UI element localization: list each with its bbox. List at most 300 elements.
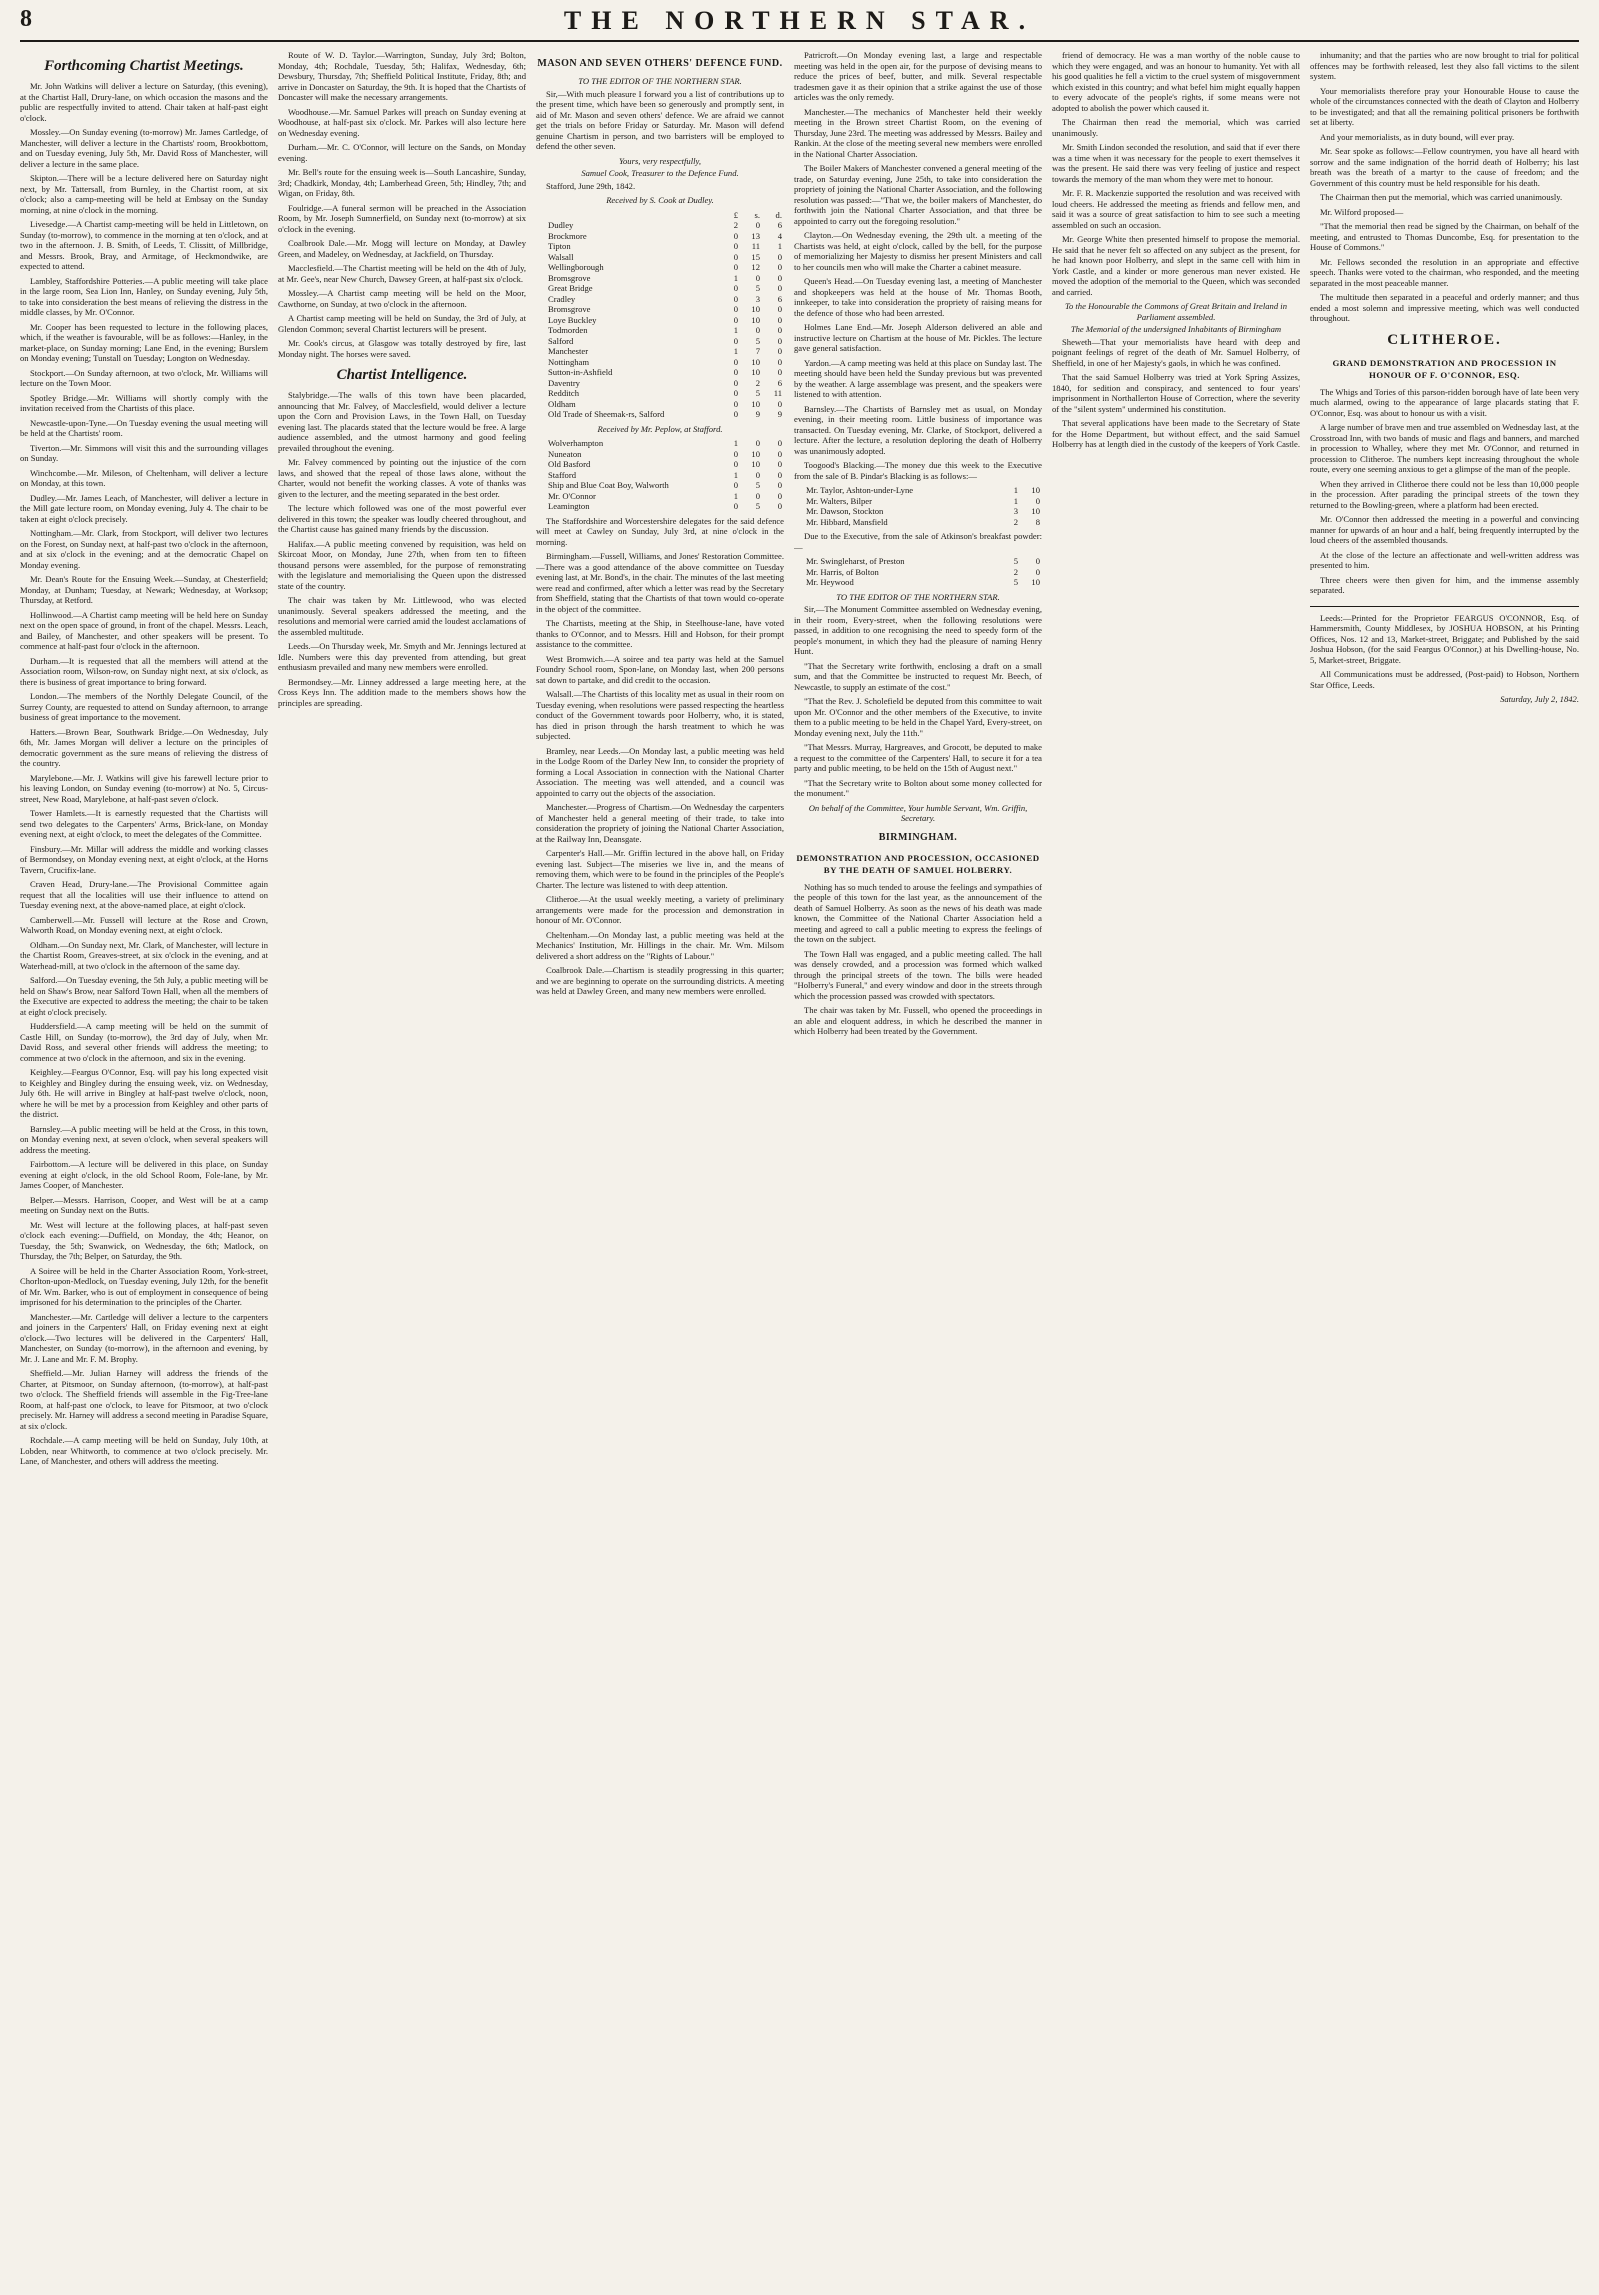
amount: 0 bbox=[1035, 495, 1040, 506]
subscription-amount: 0 bbox=[777, 272, 782, 283]
monument-letter bbox=[794, 604, 1042, 799]
agent-name: Mr. Dawson, Stockton bbox=[806, 506, 884, 516]
subscription-amount: 0 bbox=[733, 448, 738, 459]
table-row bbox=[536, 367, 784, 378]
subscription-amount: 0 bbox=[777, 448, 782, 459]
paragraph: The chair was taken by Mr. Littlewood, who was elected unanimously. Several speakers addressed the meeting, and the resolutions and memorial were carried amid the loudest acclamations of the assembled multitude. bbox=[278, 595, 526, 637]
subscription-amount: 0 bbox=[733, 409, 738, 419]
paragraph: Rochdale.—A camp meeting will be held on Sunday, July 10th, at Lobden, near Whitworth, to commence at two o'clock precisely. Mr. Lane, of Manchester, and others will address the meeting. bbox=[20, 1435, 268, 1466]
subscription-amount: 0 bbox=[777, 283, 782, 293]
table-row bbox=[536, 501, 784, 512]
paragraph: Mr. F. R. Mackenzie supported the resolution and was received with loud cheers. He addressed the meeting as friends and fellow men, and said it was a source of great satisfaction to him to see such a meeting assembled on such an occasion. bbox=[1052, 188, 1300, 230]
subscription-amount: 1 bbox=[733, 272, 738, 283]
subscription-amount: 0 bbox=[777, 314, 782, 325]
paragraph: Finsbury.—Mr. Millar will address the middle and working classes of Bermondsey, on Monday evening next, at eight o'clock, at the Horns Tavern, Crucifix-lane. bbox=[20, 843, 268, 875]
subscription-amount: 6 bbox=[777, 377, 782, 388]
paragraph: Mr. Sear spoke as follows:—Fellow countrymen, you have all heard with sorrow and the same indignation of the horrid death of Holberry; his last breath was the breath of a martyr to the cause of freedom; and the Government of this country must be held responsible for his death. bbox=[1310, 146, 1579, 188]
subscription-amount: 7 bbox=[755, 346, 760, 356]
paragraph: Craven Head, Drury-lane.—The Provisional Committee again request that all the localities will use their influence to attend on Tuesday evening next, at the above-named place, at eight o'clock. bbox=[20, 879, 268, 910]
subscription-place: Manchester bbox=[548, 346, 589, 356]
paragraph: The chair was taken by Mr. Fussell, who opened the proceedings in an able and eloquent address, in which he described the manner in which Holberry had been treated by the Government. bbox=[794, 1005, 1042, 1036]
table-row bbox=[536, 357, 784, 368]
currency-head: s. bbox=[754, 209, 760, 220]
subscription-amount: 10 bbox=[751, 314, 760, 325]
paragraph: Bramley, near Leeds.—On Monday last, a public meeting was held in the Lodge Room of the Darley New Inn, to consider the propriety of forming a Local Association in connection with the National Charter Association. The meeting was well attended, and a council was appointed to carry out the objects of the association. bbox=[536, 745, 784, 798]
paragraph: Manchester.—Mr. Cartledge will deliver a lecture to the carpenters and joiners in the Carpenters' Hall, on Friday evening next at eight o'clock.—Two lectures will be delivered in the Carpenters' Hall, Manchester, on Sunday (to-morrow), in the afternoon and evening, by Mr. J. Lane and Mr. F. M. Brophy. bbox=[20, 1311, 268, 1364]
amount: 8 bbox=[1035, 516, 1040, 527]
subscription-amount: 5 bbox=[755, 480, 760, 490]
subscription-amount: 0 bbox=[733, 262, 738, 272]
clitheroe-report bbox=[1310, 387, 1579, 596]
subscription-amount: 0 bbox=[733, 293, 738, 304]
newspaper-title: THE NORTHERN STAR. bbox=[563, 6, 1036, 35]
defence-fund-letter: Sir,—With much pleasure I forward you a list of contributions up to the present time, which have been so generously and promptly sent, in aid of Mr. Mason and seven others' defence. We are afraid we cannot get the trials on before Friday or Saturday. Mr. Mason will defend genuine Chartism in person, and two barristers will be employed to defend the other seven. bbox=[536, 88, 784, 151]
paragraph: Macclesfield.—The Chartist meeting will be held on the 4th of July, at Mr. Gee's, near New Church, Dawsey Green, at half-past six o'clock. bbox=[278, 263, 526, 284]
paragraph: Manchester.—The mechanics of Manchester held their weekly meeting in the Brown street Chartist Room, on the evening of Thursday, June 23rd. The meeting was addressed by Messrs. Bailey and Rankin. At the close of the meeting several new members were enrolled in the National Charter Association. bbox=[794, 106, 1042, 159]
paragraph: Durham.—It is requested that all the members will attend at the Association room, Wilson-row, on Sunday night next, at six o'clock, as there is business of great importance to bring forward. bbox=[20, 655, 268, 687]
paragraph: Camberwell.—Mr. Fussell will lecture at the Rose and Crown, Walworth Road, on Monday evening next, at eight o'clock. bbox=[20, 914, 268, 935]
section-heading-chartist-intelligence: Chartist Intelligence. bbox=[336, 367, 468, 383]
paragraph: Birmingham.—Fussell, Williams, and Jones' Restoration Committee.—There was a good attendance of the above committee on Tuesday evening last, at Mr. Bond's, in the chair. The minutes of the last meeting were read and confirmed, after which a letter was read by the Secretary from Sheffield, stating that the Chartists of that town would co-operate in the object of the committee. bbox=[536, 551, 784, 614]
subscription-amount: 0 bbox=[733, 251, 738, 262]
paragraph: Mr. Falvey commenced by pointing out the injustice of the corn laws, and showed that the repeal of those laws alone, without the Charter, would not benefit the working classes. A vote of thanks was given to the lecturer, and the meeting separated in the best order. bbox=[278, 457, 526, 499]
paragraph: Sir,—The Monument Committee assembled on Wednesday evening, in their room, Every-street, when the following resolutions were passed, in addition to one recognising the need to speedy form of the people's monument, in which they had the pleasure of naming Henry Hunt. bbox=[794, 604, 1042, 656]
paragraph: Three cheers were then given for him, and the immense assembly separated. bbox=[1310, 574, 1579, 595]
letter-signature: On behalf of the Committee, Your humble Servant, Wm. Griffin, Secretary. bbox=[808, 802, 1028, 823]
subscription-amount: 2 bbox=[733, 220, 738, 230]
subscription-amount: 0 bbox=[733, 480, 738, 490]
table-row bbox=[536, 491, 784, 502]
paragraph: Lambley, Staffordshire Potteries.—A public meeting will take place in the large room, Sea Lion Inn, Hanley, on Sunday evening, July 5th, to take into consideration the best means of relieving the distress in the middle classes, by Mr. O'Connor. bbox=[20, 275, 268, 317]
paragraph: A large number of brave men and true assembled on Wednesday last, at the Crosstroad Inn, with two bands of music and flags and banners, and marched in procession to Whalley, where they met Mr. O'Connor, and returned in procession to Clitheroe. The numbers kept increasing throughout the whole route, every one seeming anxious to get a glimpse of the man of the people. bbox=[1310, 422, 1579, 474]
table-row bbox=[536, 388, 784, 399]
paragraph: Manchester.—Progress of Chartism.—On Wednesday the carpenters of Manchester held a general meeting of their trade, to take into consideration the propriety of joining the National Charter Association, at the Railway Inn, Deansgate. bbox=[536, 802, 784, 844]
table-row bbox=[536, 325, 784, 336]
table-row bbox=[536, 438, 784, 449]
paragraph: That several applications have been made to the Secretary of State for the Home Department, but without effect, and the said Samuel Holberry has at length died in the custody of the keepers of York Castle. bbox=[1052, 418, 1300, 449]
page-number: 8 bbox=[20, 6, 32, 32]
paragraph: Clayton.—On Wednesday evening, the 29th ult. a meeting of the Chartists was held, at eight o'clock, called by the bell, for the purpose of memorializing her Majesty to dismiss her present Ministers and call to her councils men who will make the Charter a cabinet measure. bbox=[794, 230, 1042, 272]
subscription-amount: 0 bbox=[733, 356, 738, 367]
paragraph: The Town Hall was engaged, and a public meeting called. The hall was densely crowded, and a procession was formed which walked through the principal streets of the town. The bills were headed "Holberry's Funeral," and every window and door in the streets through which the procession passed was crowded with spectators. bbox=[794, 948, 1042, 1001]
paragraph: Hatters.—Brown Bear, Southwark Bridge.—On Wednesday, July 6th, Mr. James Morgan will deliver a lecture on the principles of democratic government as the sure means of relieving the distress of the country. bbox=[20, 726, 268, 768]
clitheroe-subheading: GRAND DEMONSTRATION AND PROCESSION IN HONOUR OF F. O'CONNOR, ESQ. bbox=[1332, 357, 1557, 380]
subscription-place: Wellingborough bbox=[548, 262, 604, 272]
subscription-amount: 0 bbox=[755, 490, 760, 501]
paragraph: Oldham.—On Sunday next, Mr. Clark, of Manchester, will lecture in the Chartist Room, Greaves-street, at six o'clock in the evening, and at Waterhead-mill, at two o'clock in the afternoon of the same day. bbox=[20, 939, 268, 971]
subscription-amount: 0 bbox=[777, 251, 782, 262]
breakfast-note: Due to the Executive, from the sale of Atkinson's breakfast powder:— bbox=[794, 531, 1042, 552]
paragraph: The Chartists, meeting at the Ship, in Steelhouse-lane, have voted thanks to O'Connor, and to Messrs. Hill and Hobson, for their prompt assistance to the committee. bbox=[536, 618, 784, 649]
demonstration-heading: DEMONSTRATION AND PROCESSION, OCCASIONED BY THE DEATH OF SAMUEL HOLBERRY. bbox=[796, 852, 1040, 875]
paragraph: Clitheroe.—At the usual weekly meeting, a variety of preliminary arrangements were made for the procession and demonstration in honour of Mr. O'Connor. bbox=[536, 894, 784, 925]
paragraph: Winchcombe.—Mr. Mileson, of Cheltenham, will deliver a lecture on Monday, at this town. bbox=[20, 467, 268, 488]
column-2 bbox=[278, 50, 526, 2280]
paragraph: Yardon.—A camp meeting was held at this place on Sunday last. The meeting should have been held the Sunday previous but was prevented by the weather. A large assemblage was present, and the speakers were listened to with attention. bbox=[794, 357, 1042, 399]
paragraph: The Chairman then read the memorial, which was carried unanimously. bbox=[1052, 117, 1300, 138]
paragraph: Livesedge.—A Chartist camp-meeting will be held in Littletown, on Sunday (to-morrow), to commence in the morning at ten o'clock, and at two in the afternoon. J. B. Smith, of Leeds, T. Clissitt, of Millbridge, and Messrs. Brook, Bray, and Armitage, of Heckmondwike, are expected to attend. bbox=[20, 219, 268, 271]
subscription-amount: 6 bbox=[777, 220, 782, 230]
paragraph: Mr. Smith Lindon seconded the resolution, and said that if ever there was a time when it was necessary for the people to exert themselves it was the present. He said there was very feeling of justice and respect towards the memory of the man whom they were met to honour. bbox=[1052, 142, 1300, 184]
subscription-amount: 10 bbox=[751, 398, 760, 409]
table-row bbox=[536, 262, 784, 273]
subscription-table bbox=[536, 210, 784, 420]
subscription-amount: 10 bbox=[751, 356, 760, 367]
column-3 bbox=[536, 50, 784, 2280]
subscription-place: Bromsgrove bbox=[548, 304, 591, 314]
paragraph: That the said Samuel Holberry was tried at York Spring Assizes, 1840, for sedition and conspiracy, and sentenced to four years' imprisonment in Northallerton House of Correction, where the severity of the "silent system" undermined his constitution. bbox=[1052, 372, 1300, 414]
paragraph: Holmes Lane End.—Mr. Joseph Alderson delivered an able and instructive lecture on Chartism at the house of Mr. Pickles. The lecture gave general satisfaction. bbox=[794, 322, 1042, 353]
subscription-amount: 1 bbox=[777, 241, 782, 251]
paragraph: A Soiree will be held in the Charter Association Room, York-street, Chorlton-upon-Medlock, on Tuesday evening, July 12th, for the benefit of Mr. Wm. Barker, who is out of employment in consequence of being imprisoned for his determination to the principles of the Charter. bbox=[20, 1265, 268, 1307]
paragraph: Mr. O'Connor then addressed the meeting in a powerful and convincing manner for upwards of an hour and a half, being frequently interrupted by the loud cheers of the assembled thousands. bbox=[1310, 514, 1579, 545]
paragraph: Belper.—Messrs. Harrison, Cooper, and West will be at a camp meeting on Sunday next on the Butts. bbox=[20, 1194, 268, 1215]
subscription-amount: 10 bbox=[751, 459, 760, 469]
agent-name: Mr. Swingleharst, of Preston bbox=[806, 556, 905, 566]
paragraph: Leeds.—On Thursday week, Mr. Smyth and Mr. Jennings lectured at Idle. Numbers were this day prevented from attending, but great enthusiasm prevailed and many new members were enrolled. bbox=[278, 641, 526, 672]
memorial-subtitle: The Memorial of the undersigned Inhabitants of Birmingham bbox=[1070, 324, 1282, 334]
amount: 3 bbox=[1013, 506, 1018, 516]
subscription-place: Redditch bbox=[548, 388, 580, 398]
subscription-amount: 3 bbox=[755, 293, 760, 304]
paragraph: Your memorialists therefore pray your Honourable House to cause the whole of the circumstances connected with the death of Clayton and Holberry to be investigated; and that all the remaining political prisoners be forthwith set at liberty. bbox=[1310, 85, 1579, 127]
paragraph: All Communications must be addressed, (Post-paid) to Hobson, Northern Star Office, Leeds. bbox=[1310, 669, 1579, 690]
amount: 0 bbox=[1035, 566, 1040, 577]
table-row bbox=[536, 273, 784, 284]
table-row bbox=[536, 315, 784, 326]
paragraph: "That the memorial then read be signed by the Chairman, on behalf of the meeting, and entrusted to Thomas Duncombe, Esq. for presentation to the House of Commons." bbox=[1310, 221, 1579, 252]
memorial-title: To the Honourable the Commons of Great Britain and Ireland in Parliament assembled. bbox=[1064, 301, 1287, 322]
paragraph: Woodhouse.—Mr. Samuel Parkes will preach on Sunday evening at Woodhouse, at half-past six o'clock. Mr. Parkes will also lecture here on Wednesday evening. bbox=[278, 106, 526, 138]
subscription-place: Old Basford bbox=[548, 459, 591, 469]
agent-name: Mr. Heywood bbox=[806, 577, 854, 587]
subscription-amount: 4 bbox=[777, 230, 782, 241]
subscription-amount: 0 bbox=[755, 469, 760, 480]
subscription-amount: 1 bbox=[733, 490, 738, 501]
subscription-amount: 0 bbox=[733, 501, 738, 511]
subscription-amount: 5 bbox=[755, 335, 760, 346]
paragraph: The Whigs and Tories of this parson-ridden borough have of late been very much alarmed, owing to the appearance of large placards stating that F. O'Connor, Esq. was about to honour us with a visit. bbox=[1310, 386, 1579, 418]
paragraph: West Bromwich.—A soiree and tea party was held at the Samuel Foundry School room, Spon-lane, on Monday last, when 200 persons sat down to partake, and did credit to the occasion. bbox=[536, 653, 784, 685]
amount: 10 bbox=[1031, 577, 1040, 587]
subscription-amount: 0 bbox=[755, 220, 760, 230]
table-row bbox=[794, 506, 1042, 517]
subscription-place: Daventry bbox=[548, 377, 580, 388]
colophon-text bbox=[1310, 613, 1579, 691]
received-heading: Received by Mr. Peplow, at Stafford. bbox=[597, 423, 723, 434]
defence-fund-heading: MASON AND SEVEN OTHERS' DEFENCE FUND. bbox=[537, 58, 783, 69]
memorial-text bbox=[1052, 337, 1300, 450]
to-editor-line: TO THE EDITOR OF THE NORTHERN STAR. bbox=[578, 76, 742, 86]
table-row bbox=[794, 485, 1042, 496]
subscription-amount: 0 bbox=[733, 230, 738, 241]
subscription-amount: 5 bbox=[755, 501, 760, 511]
paragraph: "That Messrs. Murray, Hargreaves, and Grocott, be deputed to make a request to the committee of the Carpenters' Hall, to secure it for a tea party and public meeting, to be held on the 15th of August next." bbox=[794, 742, 1042, 773]
subscription-amount: 0 bbox=[755, 438, 760, 448]
table-row bbox=[536, 241, 784, 252]
paragraph: Marylebone.—Mr. J. Watkins will give his farewell lecture prior to his leaving London, on Sunday evening (to-morrow) at No. 5, Circus-street, New Road, Marylebone, at half-past seven o'clock. bbox=[20, 772, 268, 804]
subscription-amount: 1 bbox=[733, 346, 738, 356]
intelligence-list bbox=[278, 390, 526, 708]
paragraph: Toogood's Blacking.—The money due this week to the Executive from the sale of B. Pindar's Blacking is as follows:— bbox=[794, 460, 1042, 481]
subscription-place: Todmorden bbox=[548, 325, 588, 335]
paragraph: Cheltenham.—On Monday last, a public meeting was held at the Mechanics' Institution, Mr. Hillings in the chair. Mr. Wm. Milsom delivered a short address on the "Rights of Labour." bbox=[536, 929, 784, 961]
notice-list bbox=[536, 551, 784, 997]
agent-name: Mr. Hibbard, Mansfield bbox=[806, 516, 888, 527]
subscription-amount: 10 bbox=[751, 304, 760, 314]
table-row bbox=[794, 556, 1042, 567]
subscription-place: Nuneaton bbox=[548, 448, 582, 459]
demonstration-report bbox=[794, 882, 1042, 1037]
paragraph: Mr. Wilford proposed— bbox=[1320, 206, 1404, 217]
subscription-amount: 2 bbox=[755, 377, 760, 388]
subscription-place: Oldham bbox=[548, 398, 576, 409]
paragraph: Route of W. D. Taylor.—Warrington, Sunday, July 3rd; Bolton, Monday, 4th; Rochdale, Tuesday, 5th; Halifax, Wednesday, 6th; Dewsbury, Thursday, 7th; Sheffield Political Institute, Friday, 8th; and arrive in Doncaster on Saturday, the 9th. It is hoped that the Chartists of Doncaster will make the necessary arrangements. bbox=[278, 50, 526, 102]
masthead-rule bbox=[20, 40, 1579, 42]
paragraph: Spotley Bridge.—Mr. Williams will shortly comply with the invitation received from the Chartists of this place. bbox=[20, 392, 268, 413]
paragraph: And your memorialists, as in duty bound, will ever pray. bbox=[1320, 131, 1515, 142]
subscription-amount: 5 bbox=[755, 283, 760, 293]
subscription-place: Dudley bbox=[548, 220, 574, 230]
subscription-place: Salford bbox=[548, 335, 574, 346]
paragraph: Stockport.—On Sunday afternoon, at two o'clock, Mr. Williams will lecture on the Town Moor. bbox=[20, 367, 268, 388]
paragraph: Huddersfield.—A camp meeting will be held on the summit of Castle Hill, on Sunday (to-morrow), the 3rd day of July, when Mr. David Ross, and several other friends will address the meeting; to commence at two o'clock in the afternoon, and six in the evening. bbox=[20, 1021, 268, 1063]
subscription-amount: 0 bbox=[733, 335, 738, 346]
breakfast-table bbox=[794, 556, 1042, 588]
subscription-amount: 12 bbox=[751, 262, 760, 272]
paragraph: Durham.—Mr. C. O'Connor, will lecture on the Sands, on Monday evening. bbox=[278, 142, 526, 163]
paragraph: Halifax.—A public meeting convened by requisition, was held on Skircoat Moor, on Monday, June 27th, when from ten to fifteen thousand persons were assembled, for the purpose of remonstrating with the legislature and memorialising the Queen upon the distressed state of the country. bbox=[278, 538, 526, 591]
subscription-amount: 0 bbox=[733, 459, 738, 469]
paragraph: Bermondsey.—Mr. Linney addressed a large meeting here, at the Cross Keys Inn. The addition made to the members shows how the principles are spreading. bbox=[278, 676, 526, 708]
paragraph: Queen's Head.—On Tuesday evening last, a meeting of Manchester and shopkeepers was held at the house of Mr. Thomas Booth, innkeeper, to take into consideration the propriety of raising means for the defence of those who had been arrested. bbox=[794, 276, 1042, 318]
paragraph: friend of democracy. He was a man worthy of the noble cause to which they were engaged, and was an honour to humanity. Yet with all his good qualities he fell a victim to the cruel system of misgovernment which existed in this country; and what befel him might equally happen to every advocate of the people's rights, if some means were not adopted to abolish the power which caused it. bbox=[1052, 50, 1300, 113]
agent-name: Mr. Walters, Bilper bbox=[806, 495, 872, 506]
subscription-amount: 0 bbox=[733, 367, 738, 377]
paragraph: The multitude then separated in a peaceful and orderly manner; and thus ended a most solemn and impressive meeting, which was well conducted throughout. bbox=[1310, 292, 1579, 323]
paragraph: Mr. John Watkins will deliver a lecture on Saturday, (this evening), at the Chartist Hall, Drury-lane, on which occasion the masons and the public are respectfully invited to attend. Chair taken at half-past eight o'clock. bbox=[20, 81, 268, 123]
paragraph: Keighley.—Feargus O'Connor, Esq. will pay his long expected visit to Keighley and Bingley during the ensuing week, viz. on Wednesday, July 6th. He will arrive in Bingley at half-past twelve o'clock, noon, where he will be met by a procession from Keighley and other parts of the district. bbox=[20, 1067, 268, 1119]
subscription-amount: 1 bbox=[733, 438, 738, 448]
column-6 bbox=[1310, 50, 1579, 2280]
paragraph: Coalbrook Dale.—Chartism is steadily progressing in this quarter; and we are beginning to operate on the surrounding districts. A meeting was held at Dawley Green, and many new members were enrolled. bbox=[536, 965, 784, 996]
subscription-place: Brockmore bbox=[548, 230, 587, 241]
subscription-amount: 1 bbox=[733, 325, 738, 335]
paragraph: At the close of the lecture an affectionate and well-written address was presented to him. bbox=[1310, 549, 1579, 570]
table-row bbox=[794, 496, 1042, 507]
column-5 bbox=[1052, 50, 1300, 2280]
currency-head: £ bbox=[733, 209, 738, 220]
paragraph: "That the Secretary write to Bolton about some money collected for the monument." bbox=[794, 777, 1042, 798]
paragraph: Mr. Bell's route for the ensuing week is—South Lancashire, Sunday, 3rd; Chadkirk, Monday, 4th; Lamberhead Green, 5th; Hindley, 7th; and Wigan, on Friday, 8th. bbox=[278, 167, 526, 198]
agent-name: Mr. Taylor, Ashton-under-Lyne bbox=[806, 485, 914, 495]
blacking-table bbox=[794, 485, 1042, 527]
memorial-continued bbox=[1310, 50, 1579, 324]
table-row bbox=[536, 346, 784, 357]
subscription-amount: 1 bbox=[733, 469, 738, 480]
table-row bbox=[536, 459, 784, 470]
table-row bbox=[536, 304, 784, 315]
paragraph: Newcastle-upon-Tyne.—On Tuesday evening the usual meeting will be held at the Chartists' room. bbox=[20, 417, 268, 438]
subscription-amount: 0 bbox=[777, 398, 782, 409]
amount: 5 bbox=[1013, 577, 1018, 587]
table-row bbox=[536, 378, 784, 389]
paragraph: Hollinwood.—A Chartist camp meeting will be held here on Sunday next on the open space of ground, in front of the chapel. Messrs. Leach, and Bailey, of Manchester, and other speakers will be present. To commence at half-past four o'clock in the afternoon. bbox=[20, 609, 268, 651]
paragraph: Foulridge.—A funeral sermon will be preached in the Association Room, by Mr. Joseph Sumnerfield, on Sunday next (to-morrow) at six o'clock in the evening. bbox=[278, 202, 526, 234]
subscription-place: Leamington bbox=[548, 501, 590, 511]
notice-list bbox=[278, 50, 526, 359]
paragraph: Mr. Cook's circus, at Glasgow was totally destroyed by fire, last Monday night. The horses were saved. bbox=[278, 338, 526, 359]
report-continued bbox=[1052, 50, 1300, 297]
subscription-amount: 5 bbox=[755, 388, 760, 398]
subscription-amount: 0 bbox=[777, 262, 782, 272]
subscription-amount: 0 bbox=[755, 272, 760, 283]
subscription-amount: 6 bbox=[777, 293, 782, 304]
subscription-place: Sutton-in-Ashfield bbox=[548, 367, 613, 377]
delegates-note: The Staffordshire and Worcestershire delegates for the said defence will meet at Cawley on Sunday, July 3rd, at nine o'clock in the morning. bbox=[536, 515, 784, 547]
subscription-place: Great Bridge bbox=[548, 283, 593, 293]
section-heading-forthcoming-meetings: Forthcoming Chartist Meetings. bbox=[44, 58, 244, 74]
birmingham-heading: BIRMINGHAM. bbox=[878, 831, 958, 843]
subscription-amount: 0 bbox=[777, 501, 782, 511]
paragraph: Mossley.—On Sunday evening (to-morrow) Mr. James Cartledge, of Manchester, will deliver a lecture in the Chartists' room, Brookbottom, and on Tuesday evening, July 5th, Mr. David Ross of Manchester, will deliver a lecture in the same place. bbox=[20, 127, 268, 169]
subscription-place: Wolverhampton bbox=[548, 438, 604, 448]
paragraph: Mr. Cooper has been requested to lecture in the following places, which, if the weather is favourable, will be as follows:—Hanley, in the market-place, on Sunday morning; Lane End, in the evening; Burslem on Monday evening; Tunstall on Tuesday; Longton on Wednesday. bbox=[20, 321, 268, 363]
subscription-amount: 0 bbox=[777, 459, 782, 469]
amount: 10 bbox=[1031, 485, 1040, 495]
paragraph: Sheweth—That your memorialists have heard with deep and poignant feelings of regret of the death of Mr. Samuel Holberry, of Sheffield, in one of her Majesty's gaols, in which he was confined. bbox=[1052, 336, 1300, 368]
paragraph: Barnsley.—A public meeting will be held at the Cross, in this town, on Monday evening next, at seven o'clock, when several speakers will address the meeting. bbox=[20, 1123, 268, 1155]
paragraph: Mossley.—A Chartist camp meeting will be held on the Moor, Cawthorne, on Sunday, at two o'clock in the afternoon. bbox=[278, 288, 526, 309]
paragraph: "That the Rev. J. Scholefield be deputed from this committee to wait upon Mr. O'Connor and the other members of the Executive, to invite them to a public meeting to be held in the Chapel Yard, Every-street, on Monday evening next, July the 11th." bbox=[794, 696, 1042, 738]
table-row bbox=[536, 336, 784, 347]
subscription-place: Walsall bbox=[548, 251, 574, 262]
paragraph: Salford.—On Tuesday evening, the 5th July, a public meeting will be held on Shaw's Brow, near Salford Town Hall, when all the members of the Executive are expected to address the meeting; the chair to be taken at eight o'clock precisely. bbox=[20, 975, 268, 1017]
paragraph: Tiverton.—Mr. Simmons will visit this and the surrounding villages on Sunday. bbox=[20, 442, 268, 463]
column-4 bbox=[794, 50, 1042, 2280]
table-row bbox=[536, 283, 784, 294]
paragraph: When they arrived in Clitheroe there could not be less than 10,000 people in the procession. After parading the principal streets of the town they returned to the Bowling-green, where a platform had been erected. bbox=[1310, 478, 1579, 510]
issue-date: Saturday, July 2, 1842. bbox=[1500, 694, 1579, 704]
table-row bbox=[794, 577, 1042, 588]
paragraph: Leeds:—Printed for the Proprietor FEARGUS O'CONNOR, Esq. of Hammersmith, County Middlesex, by JOSHUA HOBSON, at his Printing Offices, Nos. 12 and 13, Market-street, Briggate; and Published by the said Joshua Hobson, (for the said Feargus O'Connor,) at his Dwelling-house, No. 5, Market-street, Briggate. bbox=[1310, 612, 1579, 665]
subscription-amount: 0 bbox=[777, 304, 782, 314]
paragraph: The lecture which followed was one of the most powerful ever delivered in this town; the speaker was loudly cheered throughout, and the Chartist cause has gained many friends by the discussion. bbox=[278, 503, 526, 534]
subscription-amount: 0 bbox=[755, 325, 760, 335]
subscription-amount: 0 bbox=[733, 314, 738, 325]
paragraph: Dudley.—Mr. James Leach, of Manchester, will deliver a lecture in the Mill gate lecture room, on Monday evening, July 4. The chair to be taken at eight o'clock precisely. bbox=[20, 492, 268, 524]
paragraph: The Chairman then put the memorial, which was carried unanimously. bbox=[1320, 192, 1563, 202]
subscription-amount: 13 bbox=[751, 230, 760, 241]
masthead bbox=[20, 6, 1579, 36]
paragraph: Mr. George White then presented himself to propose the memorial. He said that he never felt so affected on any subject as the present, for he had known poor Holberry, and slept in the same cell with him in York Castle, and a kinder or more generous man never existed. He moved the adoption of the memorial to the Queen, which was seconded and carried. bbox=[1052, 234, 1300, 297]
table-row bbox=[794, 567, 1042, 578]
table-row bbox=[536, 294, 784, 305]
notice-list bbox=[794, 50, 1042, 481]
subscription-amount: 9 bbox=[755, 409, 760, 419]
letter-dateline: Stafford, June 29th, 1842. bbox=[546, 180, 636, 191]
amount: 5 bbox=[1013, 556, 1018, 566]
subscription-amount: 15 bbox=[751, 251, 760, 262]
currency-head: d. bbox=[775, 209, 782, 220]
table-row bbox=[536, 231, 784, 242]
paragraph: Fairbottom.—A lecture will be delivered in this place, on Sunday evening at eight o'clock, in the old School Room, Fole-lane, by Mr. James Cooper, of Manchester. bbox=[20, 1159, 268, 1190]
amount: 2 bbox=[1013, 566, 1018, 577]
subscription-amount: 0 bbox=[733, 388, 738, 398]
subscription-place: Old Trade of Sheemak-rs, Salford bbox=[548, 409, 665, 419]
subscription-amount: 0 bbox=[733, 377, 738, 388]
table-row bbox=[536, 480, 784, 491]
received-heading: Received by S. Cook at Dudley. bbox=[606, 195, 714, 205]
paragraph: Tower Hamlets.—It is earnestly requested that the Chartists will send two delegates to the Carpenters' Arms, Brick-lane, on Monday evening next, at eight o'clock, to meet the delegates of the Committee. bbox=[20, 808, 268, 839]
amount: 10 bbox=[1031, 506, 1040, 516]
paragraph: Skipton.—There will be a lecture delivered here on Saturday night next, by Mr. Tattersall, from Burnley, in the Chartist room, at six o'clock; also a camp-meeting will be held at Embsay on the Sunday morning, at nine o'clock in the morning. bbox=[20, 173, 268, 215]
clitheroe-heading: CLITHEROE. bbox=[1387, 331, 1502, 348]
subscription-amount: 0 bbox=[777, 469, 782, 480]
subscription-place: Cradley bbox=[548, 293, 576, 304]
letter-signoff: Yours, very respectfully, bbox=[619, 155, 701, 166]
amount: 0 bbox=[1035, 556, 1040, 566]
paragraph: A Chartist camp meeting will be held on Sunday, the 3rd of July, at Glendon Common; several Chartist lecturers will be present. bbox=[278, 313, 526, 334]
amount: 1 bbox=[1013, 495, 1018, 506]
letter-signer: Samuel Cook, Treasurer to the Defence Fund. bbox=[581, 168, 739, 178]
amount: 2 bbox=[1013, 516, 1018, 527]
subscription-amount: 11 bbox=[751, 241, 760, 251]
notice-list bbox=[20, 81, 268, 1467]
table-row bbox=[536, 220, 784, 231]
subscription-amount: 0 bbox=[733, 304, 738, 314]
subscription-amount: 10 bbox=[751, 367, 760, 377]
table-row bbox=[536, 449, 784, 460]
subscription-amount: 10 bbox=[751, 448, 760, 459]
subscription-place: Tipton bbox=[548, 241, 571, 251]
printer-colophon bbox=[1310, 606, 1579, 705]
subscription-amount: 0 bbox=[733, 283, 738, 293]
subscription-amount: 0 bbox=[777, 325, 782, 335]
paragraph: Nothing has so much tended to arouse the feelings and sympathies of the people of this town for the last year, as the announcement of the death of Samuel Holberry. As soon as the news of his death was made known, the Committee of the National Charter Association held a meeting and agreed to call a public meeting to express the feelings of the town on the subject. bbox=[794, 881, 1042, 944]
agent-name: Mr. Harris, of Bolton bbox=[806, 566, 879, 577]
paragraph: Mr. West will lecture at the following places, at half-past seven o'clock each evening:—Duffield, on Monday, the 4th; Heanor, on Tuesday, the 5th; Swanwick, on Wednesday, the 6th; Matlock, on Thursday, the 7th; Belper, on Saturday, the 9th. bbox=[20, 1219, 268, 1261]
subscription-place: Ship and Blue Coat Boy, Walworth bbox=[548, 480, 669, 490]
subscription-amount: 11 bbox=[773, 388, 782, 398]
table-row bbox=[536, 399, 784, 410]
subscription-amount: 0 bbox=[777, 367, 782, 377]
subscription-amount: 0 bbox=[777, 480, 782, 490]
subscription-place: Stafford bbox=[548, 469, 577, 480]
paragraph: inhumanity; and that the parties who are now brought to trial for political offences may be forthwith released, lest they also fall victims to the silent system. bbox=[1310, 50, 1579, 81]
paragraph: Sheffield.—Mr. Julian Harney will address the friends of the Charter, at Pitsmoor, on Sunday afternoon, (to-morrow), at half-past two o'clock. The Sheffield friends will assemble in the Fig-Tree-lane Room, at half-past one o'clock, to leave for Pitsmoor, at two o'clock precisely. Mr. Harney will address a second meeting in Paradise Square, at six o'clock. bbox=[20, 1368, 268, 1431]
subscription-place: Bromsgrove bbox=[548, 272, 591, 283]
table-row bbox=[794, 517, 1042, 528]
paragraph: Mr. Dean's Route for the Ensuing Week.—Sunday, at Chesterfield; Monday, at Dunham; Tuesday, at Newark; Wednesday, at Worksop; Thursday, at Retford. bbox=[20, 574, 268, 605]
paragraph: Carpenter's Hall.—Mr. Griffin lectured in the above hall, on Friday evening last. Subject—The miseries we live in, and the means of removing them, which were to be found in the principles of the People's Charter. The lecture was listened to with deep attention. bbox=[536, 848, 784, 890]
paragraph: Nottingham.—Mr. Clark, from Stockport, will deliver two lectures on the Forest, on Sunday next, at half-past two o'clock in the afternoon, and at six o'clock in the evening; and at the democratic Chapel on Monday evening. bbox=[20, 528, 268, 570]
subscription-amount: 0 bbox=[777, 335, 782, 346]
subscription-amount: 0 bbox=[733, 398, 738, 409]
paragraph: Barnsley.—The Chartists of Barnsley met as usual, on Monday evening, in their meeting room. Little business of importance was transacted. On Tuesday evening, Mr. Clarke, of Stockport, delivered a lecture. After the lecture, a resolution deploring the death of Holberry was unanimously adopted. bbox=[794, 403, 1042, 456]
table-row bbox=[536, 470, 784, 481]
column-1 bbox=[20, 50, 268, 2280]
subscription-amount: 0 bbox=[777, 438, 782, 448]
paragraph: The Boiler Makers of Manchester convened a general meeting of the trade, on Saturday evening, June 25th, to take into consideration the propriety of joining the National Charter Association, and the following resolution was passed:—"That we, the boiler makers of Manchester, do forthwith join the National Charter Association, and that three be appointed to carry out the foregoing resolution." bbox=[794, 163, 1042, 226]
subscription-place: Nottingham bbox=[548, 356, 590, 367]
amount: 1 bbox=[1013, 485, 1018, 495]
paragraph: Patricroft.—On Monday evening last, a large and respectable meeting was held in the open air, for the purpose of devising means to reduce the prices of beef, butter, and milk. Several respectable tradesmen gave it as their opinion that a strike against the use of those articles was the only remedy. bbox=[794, 50, 1042, 102]
subscription-amount: 0 bbox=[777, 356, 782, 367]
paragraph: London.—The members of the Northly Delegate Council, of the Surrey County, are requested to attend on Sunday afternoon, to arrange business of great importance to the movement. bbox=[20, 691, 268, 722]
subscription-amount: 0 bbox=[733, 241, 738, 251]
subscription-place: Mr. O'Connor bbox=[548, 490, 596, 501]
